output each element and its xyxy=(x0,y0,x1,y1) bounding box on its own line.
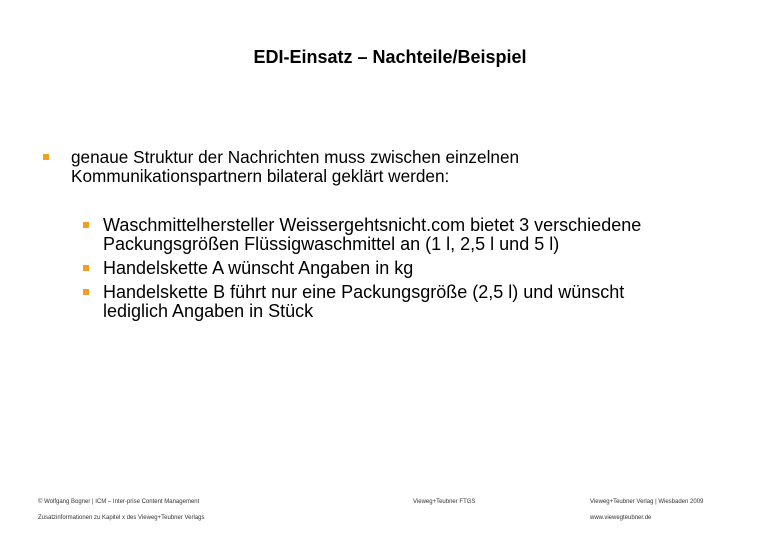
sub-bullet-1-text: Waschmittelhersteller Weissergehtsnicht.com bietet 3 verschiedene Packungsgrößen Flüssigwaschmittel an (1 l, 2,5 l und 5 l) xyxy=(103,215,642,254)
footer-website[interactable]: www.viewegteubner.de xyxy=(590,515,652,521)
sub-bullet-2 xyxy=(83,259,743,278)
square-bullet-icon xyxy=(43,154,49,160)
footer-middle xyxy=(413,498,475,514)
bullet-main xyxy=(43,148,691,186)
square-bullet-icon xyxy=(83,265,89,271)
footer-right xyxy=(590,498,703,530)
square-bullet-icon xyxy=(83,222,89,228)
square-bullet-icon xyxy=(83,289,89,295)
sub-bullet-3 xyxy=(83,283,743,321)
footer-publisher: Vieweg+Teubner Verlag | Wiesbaden 2009 xyxy=(590,499,704,505)
bullet-main-text: genaue Struktur der Nachrichten muss zwischen einzelnen Kommunikationspartnern bilateral geklärt werden: xyxy=(71,147,520,186)
sub-bullet-1 xyxy=(83,216,743,254)
footer-left xyxy=(38,498,205,530)
footer-publisher-series: Vieweg+Teubner FTGS xyxy=(413,499,476,505)
slide-title: EDI-Einsatz – Nachteile/Beispiel xyxy=(253,47,527,67)
sub-bullet-3-text: Handelskette B führt nur eine Packungsgröße (2,5 l) und wünscht lediglich Angaben in Stück xyxy=(103,282,625,321)
sub-bullet-2-text: Handelskette A wünscht Angaben in kg xyxy=(103,258,414,278)
footer-info: Zusatzinformationen zu Kapitel x des Vieweg+Teubner Verlags xyxy=(38,515,205,521)
footer-copyright: © Wolfgang Bogner | ICM – Inter-prise Content Management xyxy=(38,499,200,505)
